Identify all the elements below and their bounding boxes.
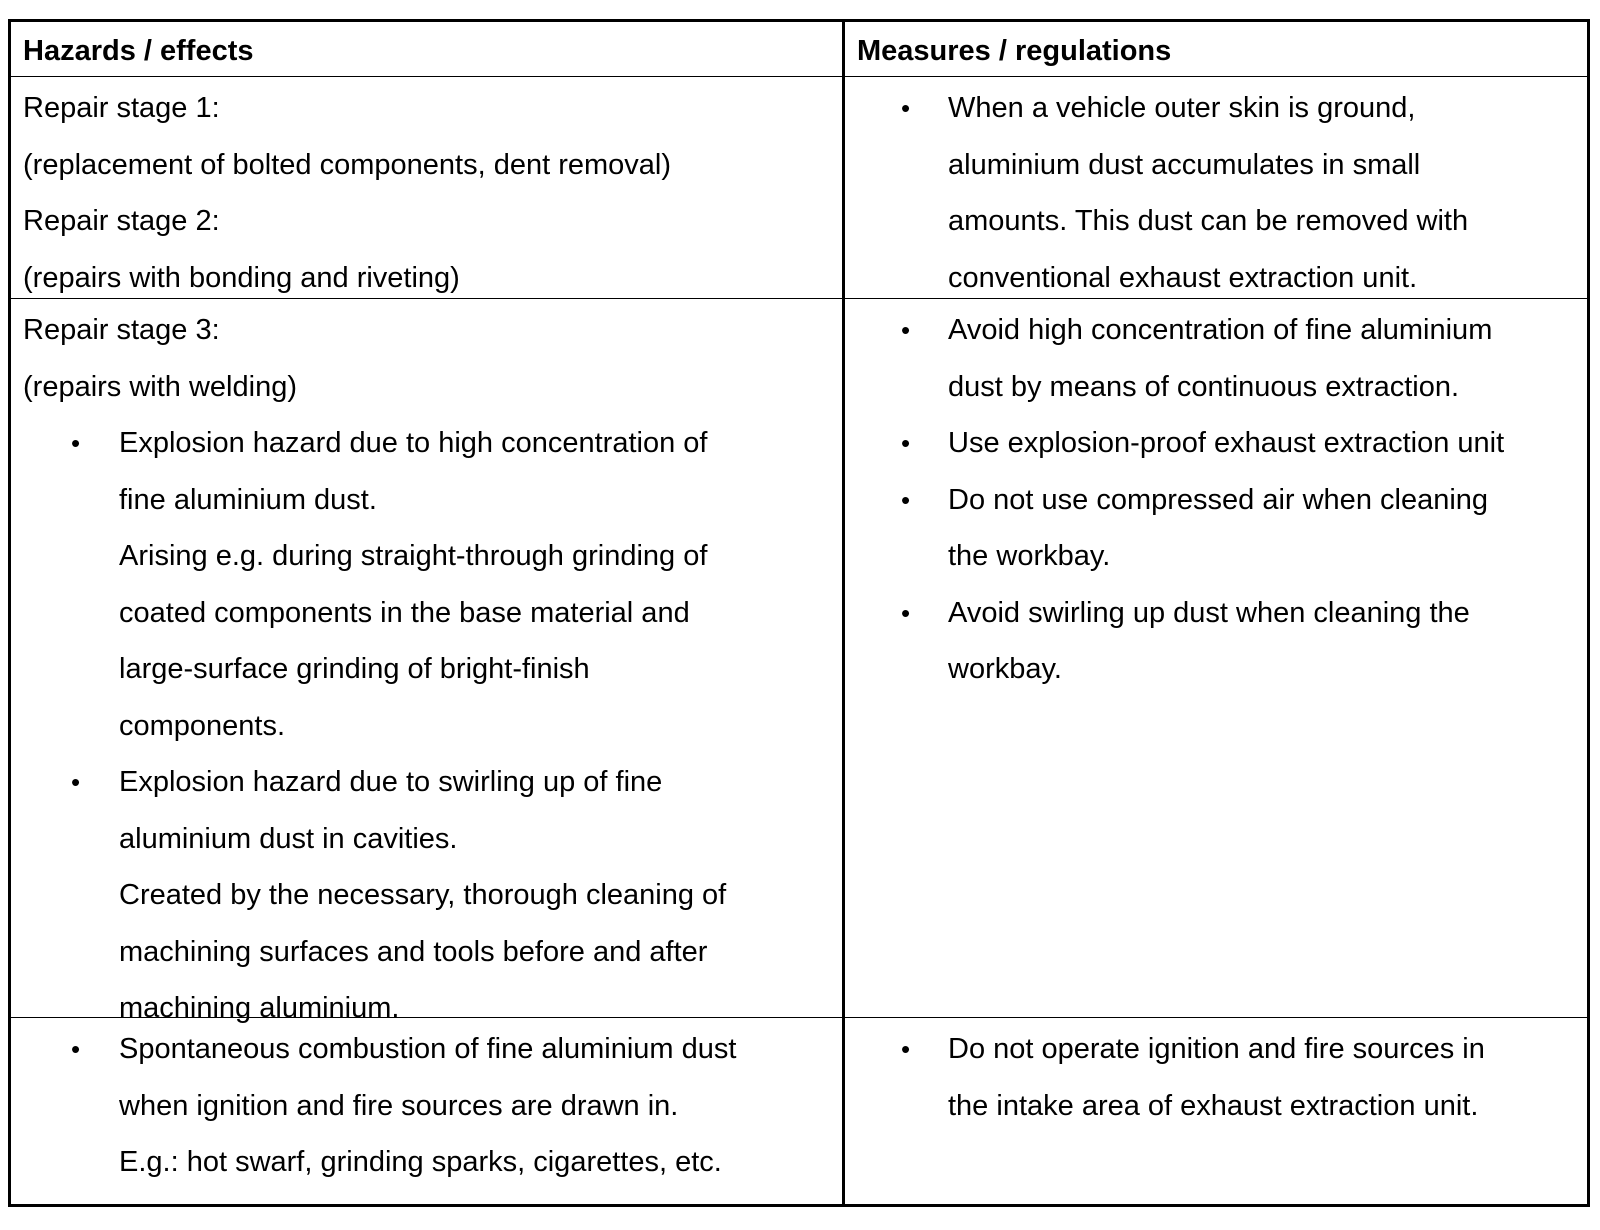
list-item: • Use explosion-proof exhaust extraction unit	[948, 415, 1504, 472]
list-item: • Explosion hazard due to swirling up of fine aluminium dust in cavities. Created by the necessary, thorough cleaning of machining surfaces and tools before and after machining aluminium.	[23, 754, 726, 1037]
list-item: • Explosion hazard due to high concentration of fine aluminium dust. Arising e.g. during straight-through grinding of coated components in the base material and large-surface grinding of bright-finish components.	[23, 415, 726, 754]
header-measures: Measures / regulations	[857, 35, 1172, 67]
bullet: •	[71, 1034, 81, 1064]
list-item: • Spontaneous combustion of fine aluminium dust when ignition and fire sources are drawn in. E.g.: hot swarf, grinding sparks, cigarettes, etc.	[119, 1021, 736, 1191]
row3-hazards-cell	[71, 1021, 737, 1191]
bullet: •	[901, 428, 911, 458]
hazards-measures-table	[8, 19, 1590, 1207]
row1-measures-cell	[901, 80, 1469, 306]
row1-hazards-cell: Repair stage 1: (replacement of bolted components, dent removal) Repair stage 2: (repairs with bonding and riveting)	[23, 92, 672, 294]
bullet: •	[901, 1034, 911, 1064]
list-item: • Do not operate ignition and fire sources in the intake area of exhaust extraction unit.	[948, 1021, 1485, 1134]
bullet: •	[71, 428, 81, 458]
row3-measures-cell	[901, 1021, 1485, 1134]
row2-hazards-cell: Repair stage 3: (repairs with welding) • Explosion hazard due to high concentration of fine aluminium dust. Arising e.g. during straight-through grinding of coated components in the base material and large-surface grinding of bright-finish components. • Explosion hazard due to swirling up of fine aluminium dust in cavities. Created by the necessary, thorough cleaning of machining surfaces and tools before and after machining aluminium.	[23, 302, 726, 1037]
header-hazards: Hazards / effects	[23, 35, 254, 67]
list-item: • Avoid swirling up dust when cleaning the workbay.	[948, 585, 1504, 698]
list-item: • When a vehicle outer skin is ground, aluminium dust accumulates in small amounts. This dust can be removed with conventional exhaust extraction unit.	[948, 80, 1468, 306]
bullet: •	[901, 484, 911, 515]
row2-measures-cell	[901, 302, 1505, 698]
bullet: •	[901, 93, 911, 123]
bullet: •	[901, 597, 911, 628]
bullet: •	[71, 767, 81, 797]
list-item: • Do not use compressed air when cleaning the workbay.	[948, 472, 1504, 585]
list-item: • Avoid high concentration of fine aluminium dust by means of continuous extraction.	[948, 302, 1504, 415]
column-divider	[842, 22, 845, 1204]
bullet: •	[901, 315, 911, 345]
